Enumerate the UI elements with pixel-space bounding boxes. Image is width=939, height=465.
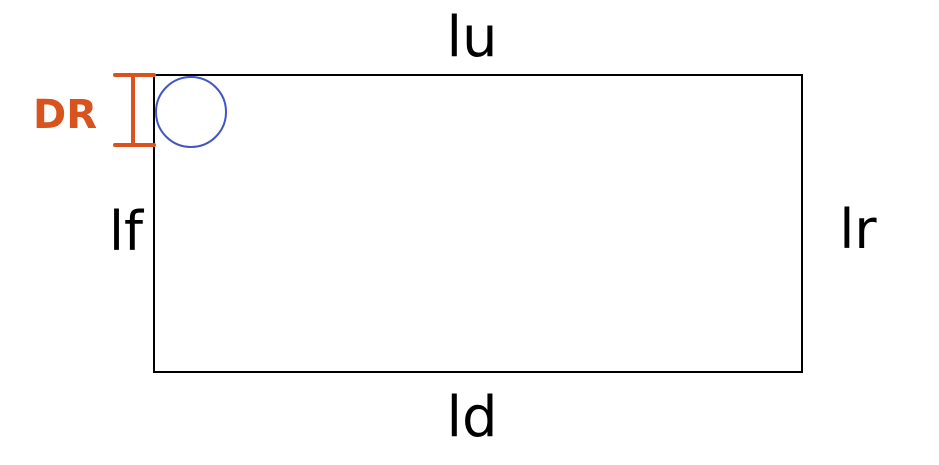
label-right-edge: lr xyxy=(839,198,877,261)
label-left-edge: lf xyxy=(108,200,144,263)
boundary-rectangle xyxy=(154,75,802,372)
label-bottom-edge: ld xyxy=(446,385,498,450)
corner-circle xyxy=(156,77,226,147)
dr-dimension-bracket xyxy=(115,75,154,145)
label-radius-dr: DR xyxy=(32,92,98,138)
label-top-edge: lu xyxy=(446,5,498,70)
